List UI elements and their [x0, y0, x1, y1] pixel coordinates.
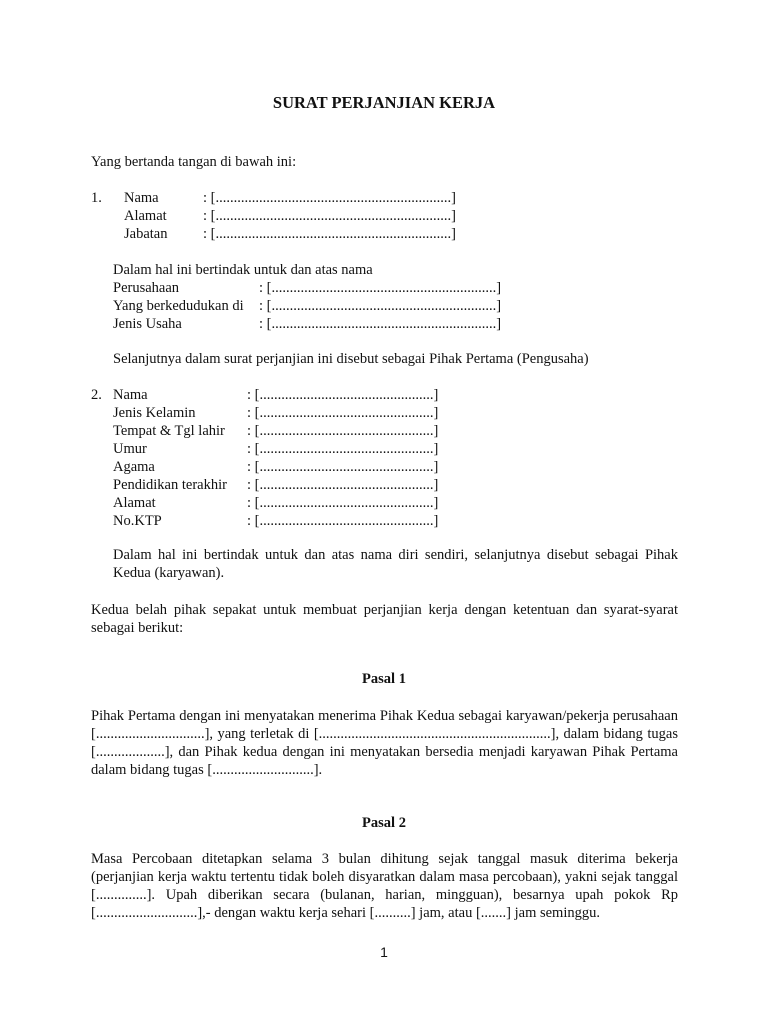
- field-value: : [..............................................................]: [259, 280, 502, 296]
- field-value: : [................................................]: [247, 423, 439, 439]
- pasal2-heading: Pasal 2: [362, 815, 406, 831]
- field-label: Alamat: [113, 495, 156, 511]
- field-value: : [................................................]: [247, 477, 439, 493]
- field-value: : [................................................]: [247, 405, 439, 421]
- field-label: Alamat: [124, 208, 167, 224]
- field-label: No.KTP: [113, 513, 162, 529]
- field-label: Nama: [124, 190, 159, 206]
- pasal1-heading: Pasal 1: [362, 671, 406, 687]
- intro-text: Yang bertanda tangan di bawah ini:: [91, 154, 297, 170]
- field-value: : [................................................]: [247, 459, 439, 475]
- agreement-text: Kedua belah pihak sepakat untuk membuat perjanjian kerja dengan ketentuan dan syarat-syarat sebagai berikut:: [91, 602, 678, 636]
- field-value: : [..............................................................]: [259, 298, 502, 314]
- field-label: Nama: [113, 387, 148, 403]
- field-label: Jabatan: [124, 226, 168, 242]
- document-title: SURAT PERJANJIAN KERJA: [272, 93, 496, 112]
- field-label: Jenis Usaha: [113, 316, 182, 332]
- party1-number: 1.: [91, 190, 102, 206]
- field-label: Tempat & Tgl lahir: [113, 423, 225, 439]
- field-value: : [.................................................................]: [203, 190, 456, 206]
- field-value: : [.................................................................]: [203, 208, 456, 224]
- pasal1-body: Pihak Pertama dengan ini menyatakan menerima Pihak Kedua sebagai karyawan/pekerja perusahaan [..............................], yang terletak di [................................................................], dalam bidang tugas [...................], dan Pihak kedua dengan ini menyatakan bersedia menjadi karyawan Pihak Pertama dalam bidang tugas [............................].: [91, 708, 678, 778]
- field-value: : [................................................]: [247, 513, 439, 529]
- party1-acting-text: Dalam hal ini bertindak untuk dan atas nama: [113, 262, 373, 278]
- field-label: Jenis Kelamin: [113, 405, 196, 421]
- pasal2-body: Masa Percobaan ditetapkan selama 3 bulan dihitung sejak tanggal masuk diterima bekerja (perjanjian kerja waktu tertentu tidak boleh disyaratkan dalam masa percobaan), yakni sejak tanggal [..............]. Upah diberikan secara (bulanan, harian, mingguan), besarnya upah pokok Rp [............................],- dengan waktu kerja sehari [..........] jam, atau [.......] jam seminggu.: [91, 851, 678, 921]
- field-label: Agama: [113, 459, 155, 475]
- page-number: 1: [380, 944, 388, 960]
- field-label: Umur: [113, 441, 147, 457]
- party2-number: 2.: [91, 387, 102, 403]
- field-value: : [................................................]: [247, 387, 439, 403]
- field-label: Pendidikan terakhir: [113, 477, 227, 493]
- field-value: : [..............................................................]: [259, 316, 502, 332]
- field-label: Yang berkedudukan di: [113, 298, 244, 314]
- field-label: Perusahaan: [113, 280, 180, 296]
- party2-designation: Dalam hal ini bertindak untuk dan atas nama diri sendiri, selanjutnya disebut sebagai Pihak Kedua (karyawan).: [113, 547, 678, 581]
- party1-designation: Selanjutnya dalam surat perjanjian ini disebut sebagai Pihak Pertama (Pengusaha): [113, 351, 589, 367]
- field-value: : [................................................]: [247, 495, 439, 511]
- field-value: : [.................................................................]: [203, 226, 456, 242]
- field-value: : [................................................]: [247, 441, 439, 457]
